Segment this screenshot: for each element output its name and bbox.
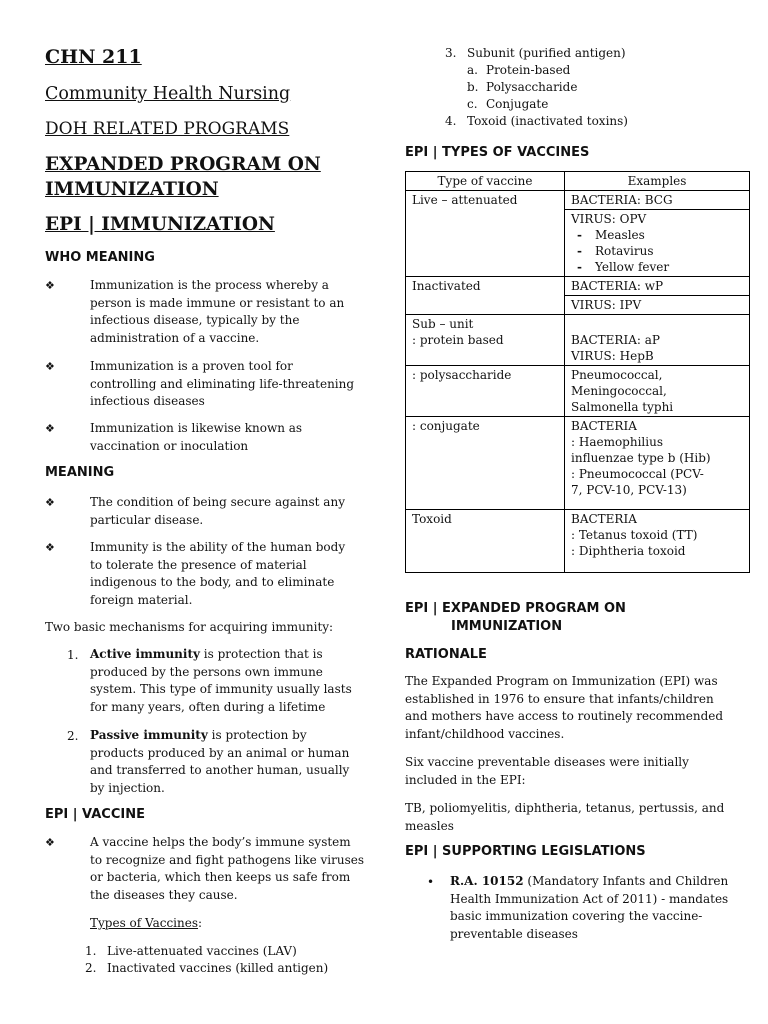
meaning-bullet-1: The condition of being secure against any particular disease. xyxy=(90,495,345,527)
table-row xyxy=(406,510,750,573)
rationale-paragraph-2: Six vaccine preventable diseases were initially included in the EPI: xyxy=(405,755,689,787)
epi-program-heading-2: IMMUNIZATION xyxy=(451,619,563,634)
bullet-icon: ❖ xyxy=(45,279,55,292)
table-header-row xyxy=(406,172,750,191)
passive-immunity-item xyxy=(90,727,360,797)
bullet-icon: ❖ xyxy=(45,836,55,849)
section-title: EPI | IMMUNIZATION xyxy=(45,214,275,235)
list-number: 2. xyxy=(67,729,79,743)
who-bullet-1: Immunization is the process whereby a person is made immune or resistant to an infectious disease, typically by the administration of a vaccine. xyxy=(90,278,345,345)
legislation-heading: EPI | SUPPORTING LEGISLATIONS xyxy=(405,844,646,859)
list-item: 1. Live-attenuated vaccines (LAV) xyxy=(85,944,297,958)
program-title: EXPANDED PROGRAM ON IMMUNIZATION xyxy=(45,154,321,200)
bullet-icon: ❖ xyxy=(45,496,55,509)
example-cell: VIRUS: IPV xyxy=(565,296,750,315)
rationale-paragraph-3: TB, poliomyelitis, diphtheria, tetanus, pertussis, and measles xyxy=(405,801,725,833)
table-row xyxy=(406,315,750,366)
example-cell: BACTERIA: BCG xyxy=(565,191,750,210)
legislation-item xyxy=(450,873,745,943)
type-cell: Live – attenuated xyxy=(406,191,565,277)
type-cell: Inactivated xyxy=(406,277,565,315)
course-code: CHN 211 xyxy=(45,46,142,68)
type-cell: : polysaccharide xyxy=(406,366,565,417)
types-table-heading: EPI | TYPES OF VACCINES xyxy=(405,145,590,160)
bullet-icon: • xyxy=(427,875,435,889)
vaccine-types-list xyxy=(85,943,375,977)
meaning-bullet-2: Immunity is the ability of the human body to tolerate the presence of material indigenous to the body, and to eliminate foreign material. xyxy=(90,540,346,607)
list-item: 4. Toxoid (inactivated toxins) xyxy=(445,114,628,128)
law-description: (Mandatory Infants and Children Health Immunization Act of 2011) - mandates basic immunization covering the vaccine-preventable diseases xyxy=(450,874,729,941)
type-cell: Sub – unit : protein based xyxy=(406,315,565,366)
epi-program-heading: EPI | EXPANDED PROGRAM ON xyxy=(405,601,626,616)
bullet-icon: ❖ xyxy=(45,360,55,373)
example-cell: BACTERIA: aP VIRUS: HepB xyxy=(565,315,750,366)
list-item: b. Polysaccharide xyxy=(467,80,578,94)
example-cell: BACTERIA : Tetanus toxoid (TT) : Diphtheria toxoid xyxy=(565,510,750,573)
example-cell: Pneumococcal, Meningococcal, Salmonella typhi xyxy=(565,366,750,417)
vaccine-bullet: A vaccine helps the body’s immune system to recognize and fight pathogens like viruses or bacteria, which then keeps us safe from the diseases they cause. xyxy=(90,835,365,902)
active-immunity-item xyxy=(90,646,362,716)
rationale-paragraph-1: The Expanded Program on Immunization (EPI) was established in 1976 to ensure that infants/children and mothers have access to routinely recommended infant/childhood vaccines. xyxy=(405,674,724,741)
table-row xyxy=(406,366,750,417)
types-of-vaccines-label: Types of Vaccines: xyxy=(90,916,203,930)
passive-immunity-text: is protection by products produced by an animal or human and transferred to another human, usually by injection. xyxy=(90,728,350,795)
active-immunity-text: is protection that is produced by the persons own immune system. This type of immunity usually lasts for many years, often during a lifetime xyxy=(90,647,352,714)
table-row xyxy=(406,277,750,296)
vaccine-heading: EPI | VACCINE xyxy=(45,807,145,822)
who-bullet-3: Immunization is likewise known as vaccination or inoculation xyxy=(90,421,303,453)
bullet-icon: ❖ xyxy=(45,422,55,435)
table-row xyxy=(406,191,750,210)
active-immunity-term: Active immunity xyxy=(90,647,200,661)
list-number: 1. xyxy=(67,648,79,662)
who-bullet-2: Immunization is a proven tool for controlling and eliminating life-threatening infectious diseases xyxy=(90,359,355,408)
who-meaning-heading: WHO MEANING xyxy=(45,250,155,265)
type-cell: : conjugate xyxy=(406,417,565,510)
list-item: 3. Subunit (purified antigen) xyxy=(445,46,626,60)
vaccine-types-table xyxy=(405,171,750,573)
type-cell: Toxoid xyxy=(406,510,565,573)
list-item: 2. Inactivated vaccines (killed antigen) xyxy=(85,961,329,975)
example-cell: BACTERIA: wP xyxy=(565,277,750,296)
list-item: a. Protein-based xyxy=(467,63,571,77)
bullet-icon: ❖ xyxy=(45,541,55,554)
list-item: c. Conjugate xyxy=(467,97,549,111)
passive-immunity-term: Passive immunity xyxy=(90,728,208,742)
example-cell: BACTERIA : Haemophilius influenzae type b (Hib) : Pneumococcal (PCV- 7, PCV-10, PCV-13) xyxy=(565,417,750,510)
law-number: R.A. 10152 xyxy=(450,874,524,888)
topic-title: DOH RELATED PROGRAMS xyxy=(45,119,290,139)
mechanisms-intro: Two basic mechanisms for acquiring immunity: xyxy=(45,620,334,634)
col-header-examples: Examples xyxy=(565,172,750,191)
col-header-type: Type of vaccine xyxy=(406,172,565,191)
rationale-heading: RATIONALE xyxy=(405,647,487,662)
vaccine-types-list-continued xyxy=(445,45,745,130)
course-name: Community Health Nursing xyxy=(45,84,291,104)
meaning-heading: MEANING xyxy=(45,465,115,480)
table-row xyxy=(406,417,750,510)
example-cell: VIRUS: OPV - Measles - Rotavirus - Yellow fever xyxy=(565,210,750,277)
